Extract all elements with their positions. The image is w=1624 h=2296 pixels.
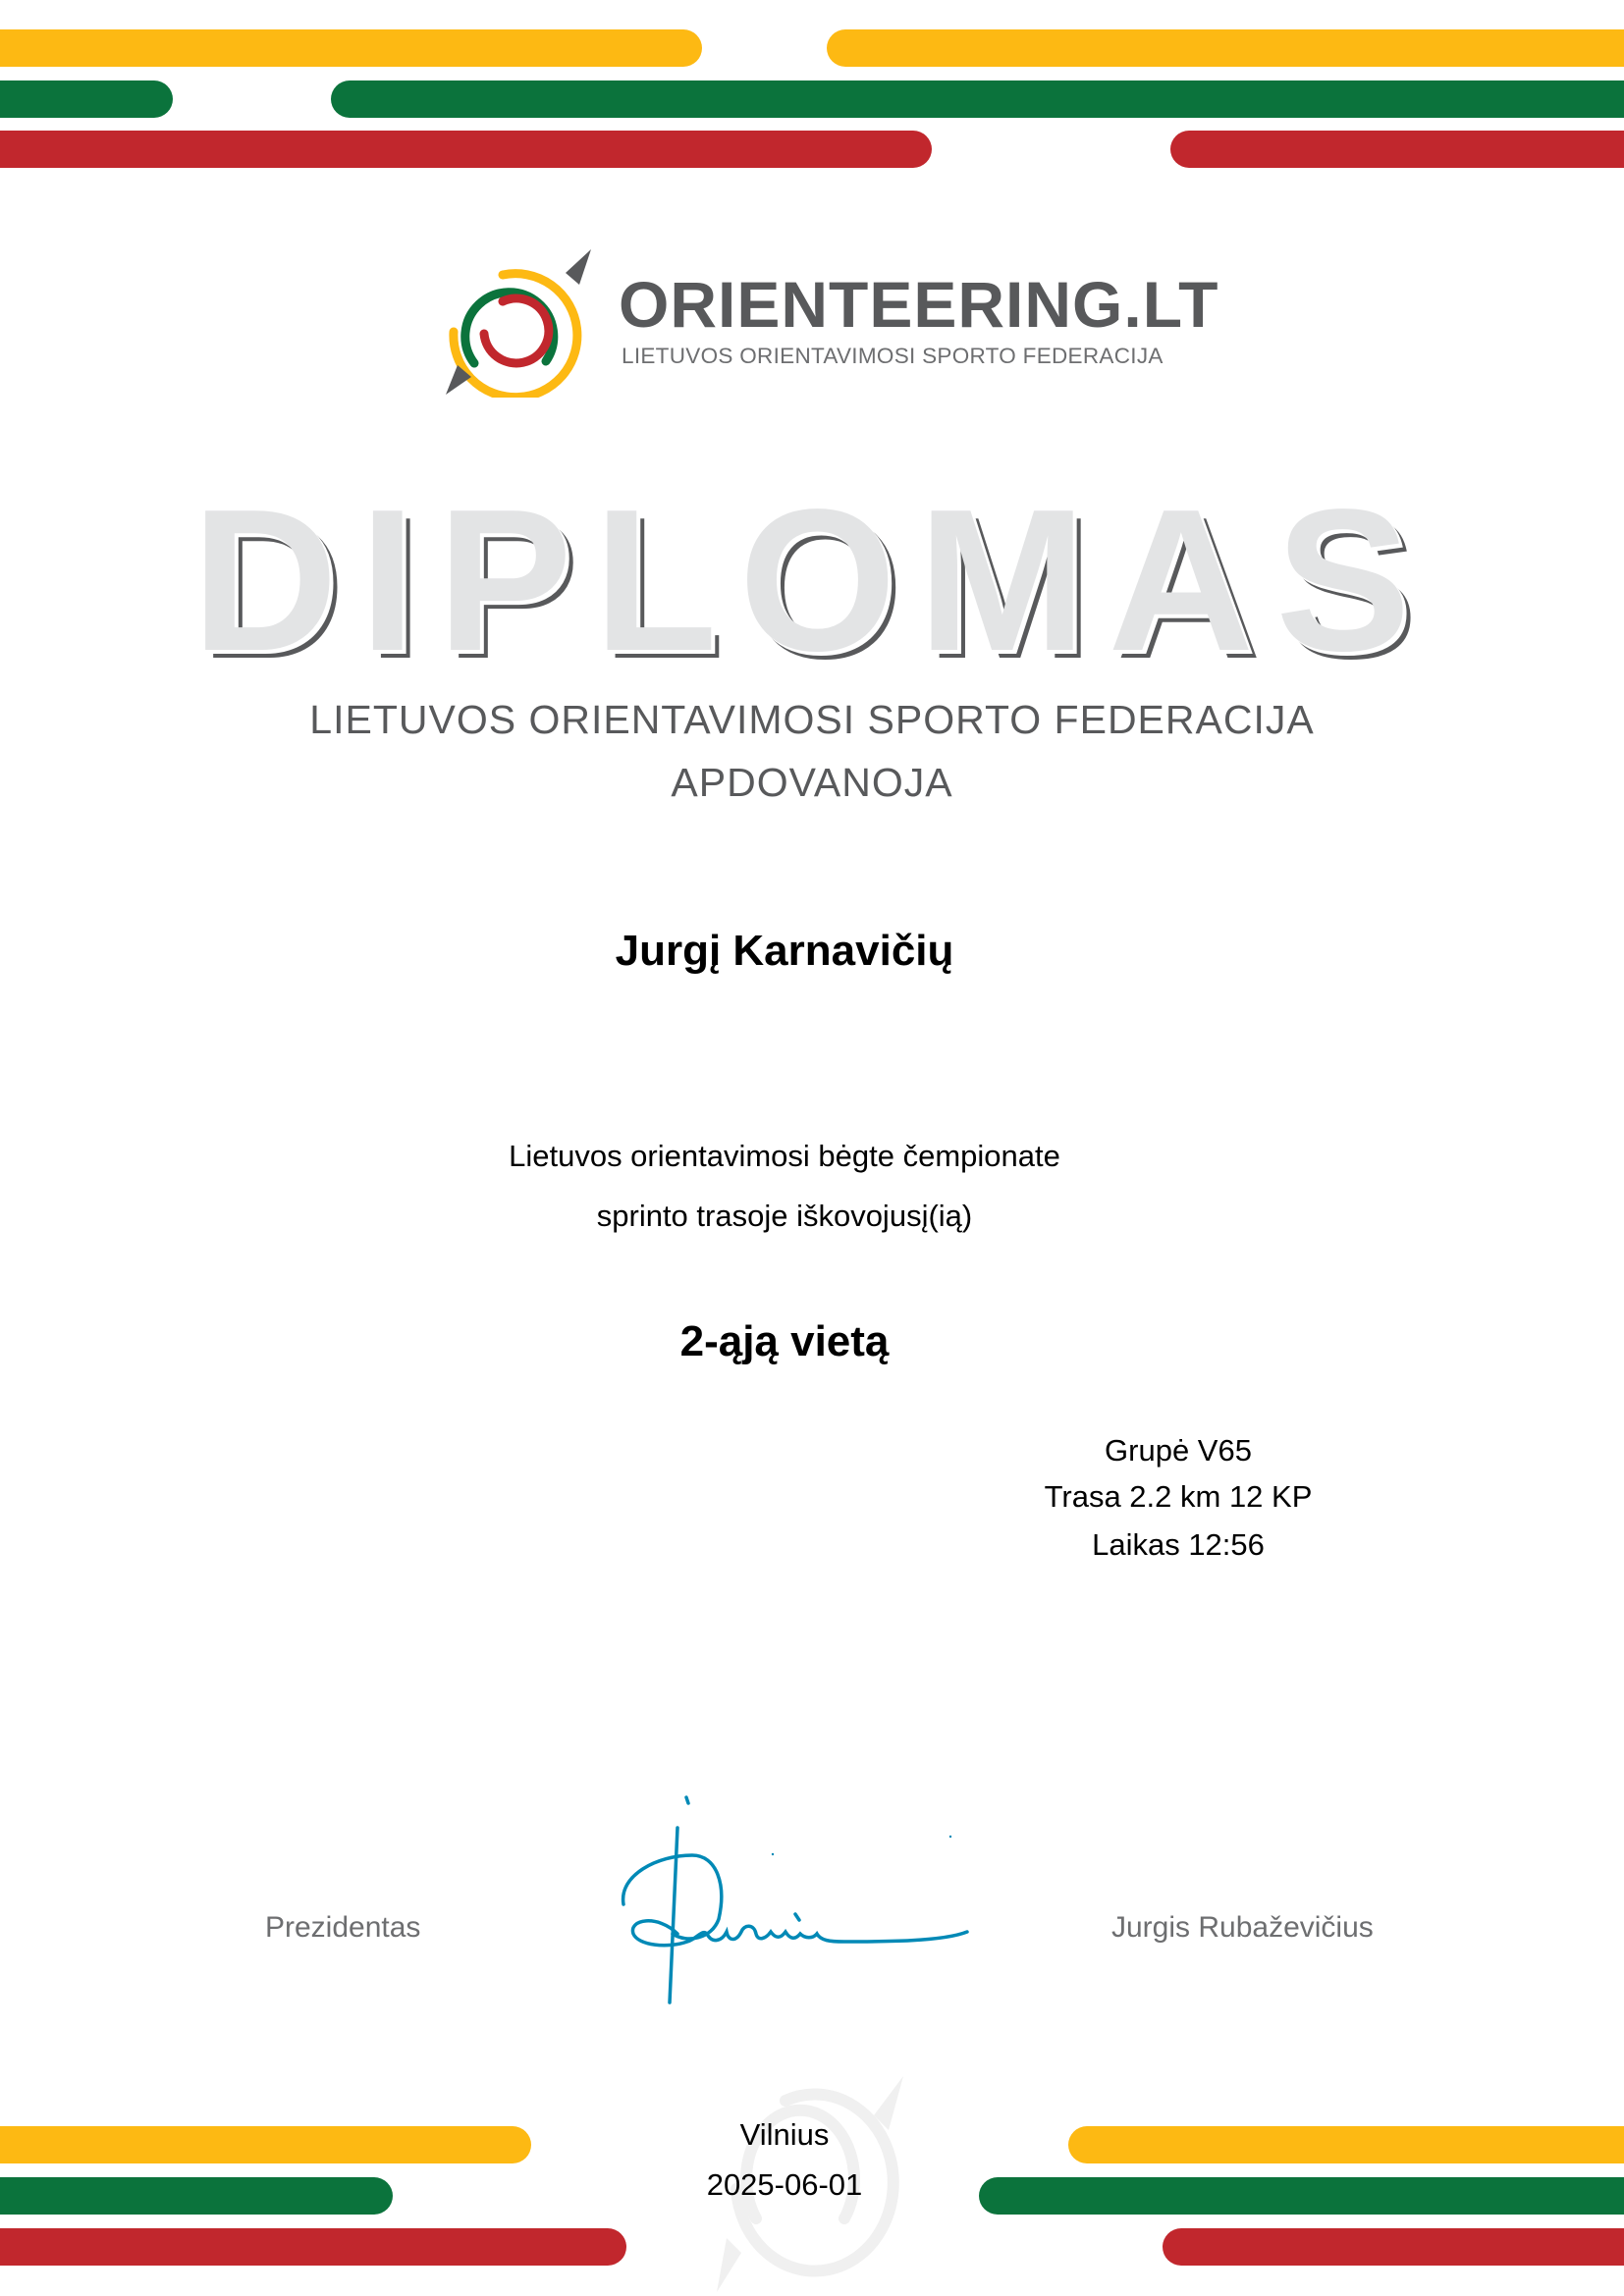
time-text: Laikas 12:56 bbox=[1092, 1527, 1265, 1562]
bottom-red-bar-right bbox=[1163, 2228, 1624, 2266]
diploma-title: DIPLOMAS bbox=[191, 467, 1433, 693]
top-red-bar-right bbox=[1170, 131, 1624, 168]
awards-text: APDOVANOJA bbox=[671, 760, 953, 805]
event-line-1: Lietuvos orientavimosi bėgte čempionate bbox=[509, 1139, 1060, 1173]
bottom-red-bar-left bbox=[0, 2228, 626, 2266]
top-yellow-bar-right bbox=[827, 29, 1624, 67]
logo-title: ORIENTEERING.LT bbox=[619, 268, 1219, 341]
signatory-name: Jurgis Rubaževičius bbox=[1111, 1911, 1374, 1944]
signatory-role: Prezidentas bbox=[265, 1911, 421, 1944]
place-text: 2-ąją vietą bbox=[679, 1317, 890, 1365]
group-text: Grupė V65 bbox=[1105, 1433, 1252, 1468]
logo-subtitle: LIETUVOS ORIENTAVIMOSI SPORTO FEDERACIJA bbox=[622, 344, 1164, 368]
top-yellow-bar-left bbox=[0, 29, 702, 67]
course-text: Trasa 2.2 km 12 KP bbox=[1044, 1479, 1313, 1514]
recipient-name: Jurgį Karnavičių bbox=[615, 927, 954, 975]
handwritten-signature bbox=[589, 1777, 1001, 2022]
top-red-bar-left bbox=[0, 131, 932, 168]
federation-name: LIETUVOS ORIENTAVIMOSI SPORTO FEDERACIJA bbox=[309, 697, 1315, 742]
top-green-bar-right bbox=[331, 80, 1624, 118]
city-text: Vilnius bbox=[739, 2117, 830, 2152]
compass-logo-icon bbox=[442, 245, 599, 398]
event-line-2: sprinto trasoje iškovojusį(ią) bbox=[596, 1199, 973, 1233]
date-text: 2025-06-01 bbox=[706, 2167, 863, 2202]
top-green-bar-left bbox=[0, 80, 173, 118]
